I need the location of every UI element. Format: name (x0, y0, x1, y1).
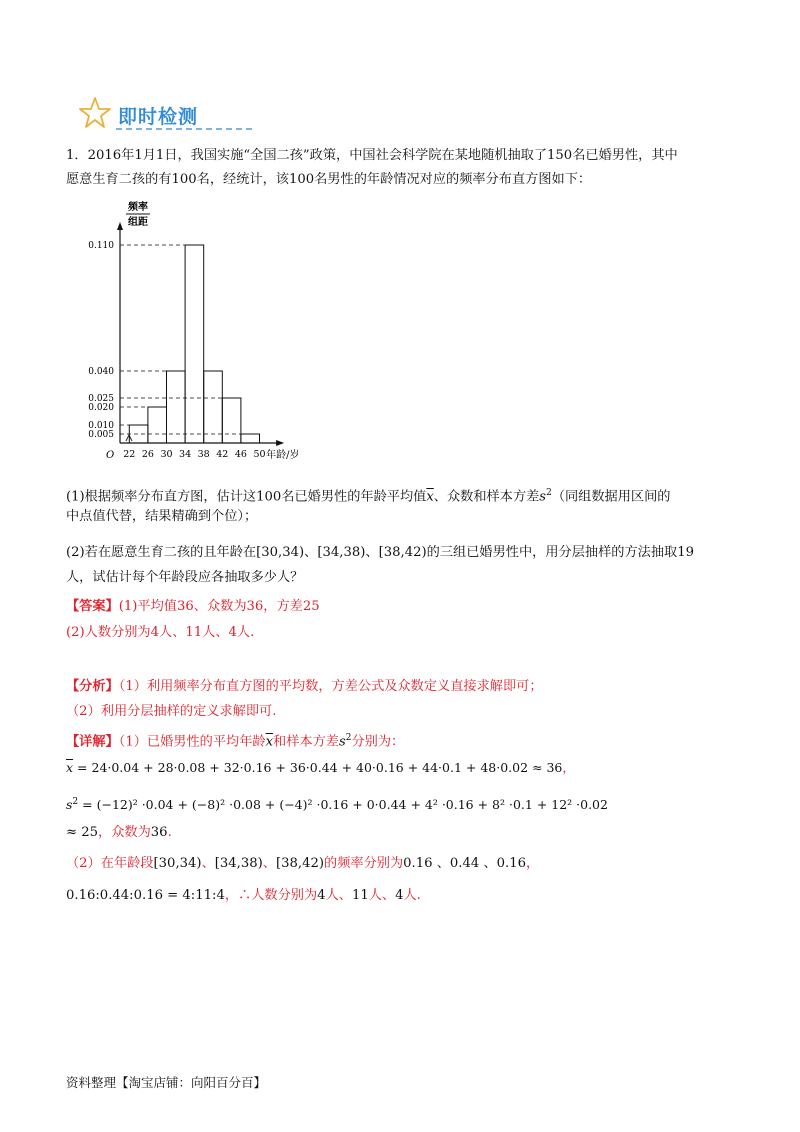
detail-l3-h: 人. (403, 888, 421, 903)
answer-line-2: (2)人数分别为4人、11人、4人. (66, 625, 255, 640)
origin-label: O (106, 450, 115, 461)
footer-note: 资料整理【淘宝店铺：向阳百分百】 (66, 1075, 267, 1090)
sub1-text-b: 、众数和样本方差 (433, 489, 540, 505)
detail-line-3 (66, 885, 421, 907)
d-interval-1: [30,34) (153, 856, 202, 871)
detail-l3-g: 4 (395, 888, 404, 903)
star-icon (78, 96, 112, 130)
eq-var-body: = (−12)² ·0.04 + (−8)² ·0.08 + (−4)² ·0.16 + 0·0.44 + 4² ·0.16 + 8² ·0.1 + 12² ·0.02 (82, 797, 608, 813)
x-tick-label: 38 (197, 449, 210, 460)
sep: 、 (262, 856, 276, 871)
analysis-text-1: （1）利用频率分布直方图的平均数，方差公式及众数定义直接求解即可； (118, 679, 543, 694)
detail-ratio: 0.16:0.44:0.16 = 4:11:4 (66, 888, 225, 903)
y-label-top: 频率 (128, 202, 148, 213)
x-tick-label: 22 (123, 449, 136, 460)
detail-text-c: 分别为： (351, 734, 405, 750)
y-tick-label: 0.110 (88, 241, 114, 251)
histogram-bar (204, 371, 223, 443)
sub1-line-2: 中点值代替，结果精确到个位）； (66, 509, 258, 524)
y-axis-arrow (117, 222, 123, 230)
y-tick-label: 0.010 (88, 421, 114, 431)
analysis-line-2: （2）利用分层抽样的定义求解即可. (66, 704, 277, 719)
sub2-text-b: 的三组已婚男性中，用分层抽样的方法抽取19 (426, 545, 694, 560)
question-line-1: 1．2016年1月1日，我国实施“全国二孩”政策，中国社会科学院在某地随机抽取了150名已婚男性，其中 (66, 148, 678, 163)
detail-text-a: （1）已婚男性的平均年龄 (118, 734, 266, 750)
sub1-text-c: （同组数据用区间的 (551, 489, 671, 505)
interval-3: [38,42) (378, 545, 427, 560)
histogram-bar (222, 398, 241, 443)
sep: 、 (365, 545, 379, 560)
detail-l3-f: 人、 (368, 888, 396, 903)
detail-l3-b: ，∴人数分别为 (224, 888, 318, 903)
histogram-bar (167, 371, 186, 443)
s-symbol: s (539, 489, 547, 505)
eq-mean-end: ， (562, 760, 575, 775)
answer-label: 【答案】 (66, 599, 119, 614)
detail-freqs: 0.16 、0.44 、0.16 (403, 856, 527, 871)
histogram-chart (80, 198, 380, 470)
header-title: 即时检测 (118, 106, 199, 128)
eq-s: s (66, 797, 73, 813)
eq-mean-body: = 24·0.04 + 28·0.08 + 32·0.16 + 36·0.44 + 40·0.16 + 44·0.1 + 48·0.02 ≈ 36 (77, 760, 563, 775)
y-tick-label: 0.005 (88, 430, 114, 440)
interval-2: [34,38) (317, 545, 366, 560)
x-tick-label: 46 (234, 449, 247, 460)
y-tick-label: 0.020 (88, 403, 114, 413)
x-axis-arrow (276, 440, 284, 446)
histogram-bar (185, 245, 204, 443)
detail-l3-c: 4 (317, 888, 326, 903)
question-line-2: 愿意生育二孩的有100名，经统计，该100名男性的年龄情况对应的频率分布直方图如下： (66, 172, 592, 187)
x-tick-label: 42 (216, 449, 229, 460)
eq-s-sup: 2 (72, 797, 79, 807)
y-tick-label: 0.040 (88, 367, 114, 377)
detail-s: s (338, 734, 346, 750)
detail-label: 【详解】 (66, 734, 119, 750)
x-tick-label: 50 (253, 449, 266, 460)
detail-s-sup: 2 (345, 733, 352, 743)
eq-var-2 (66, 822, 172, 844)
answer-line-1 (66, 596, 320, 618)
detail-line-2 (66, 853, 539, 875)
histogram-bar (148, 407, 167, 443)
header-underline (116, 128, 252, 130)
analysis-line-1 (66, 676, 543, 698)
detail-l3-d: 人、 (325, 888, 352, 903)
sub2-text-a: (2)若在愿意生育二孩的且年龄在 (66, 545, 257, 560)
sub1-text-a: (1)根据频率分布直方图，估计这100名已婚男性的年龄平均值 (66, 489, 427, 505)
sub2-line-1 (66, 542, 694, 564)
detail-l2-c: ， (526, 856, 540, 871)
d-interval-3: [38,42) (275, 856, 325, 871)
y-tick-label: 0.025 (88, 394, 114, 404)
interval-1: [30,34) (256, 545, 305, 560)
eq-var2-c: 36 (150, 825, 168, 840)
detail-l2-a: （2）在年龄段 (66, 856, 154, 871)
detail-xbar: $\overline{x}$ (265, 734, 274, 750)
answer-text-1: (1)平均值36、众数为36，方差25 (118, 599, 320, 614)
analysis-label: 【分析】 (66, 679, 119, 694)
d-interval-2: [34,38) (214, 856, 263, 871)
detail-line-1 (66, 727, 404, 753)
sep: 、 (304, 545, 318, 560)
sub1-line-1 (66, 482, 671, 508)
detail-l3-e: 11 (351, 888, 369, 903)
eq-xbar: $\overline{x}$ (66, 760, 74, 775)
xbar-symbol: $\overline{x}$ (426, 489, 434, 505)
x-tick-label: 26 (141, 449, 154, 460)
s-sup: 2 (546, 488, 552, 498)
x-tick-label: 30 (160, 449, 173, 460)
sub2-line-2: 人，试估计每个年龄段应各抽取多少人？ (66, 570, 304, 585)
histogram-bar (241, 434, 260, 443)
eq-var2-d: . (167, 825, 172, 840)
detail-l2-b: 的频率分别为 (324, 856, 404, 871)
eq-var2-a: ≈ 25 (66, 825, 99, 840)
x-tick-label: 34 (179, 449, 192, 460)
eq-mean (66, 757, 575, 779)
y-label-bottom: 组距 (128, 217, 148, 228)
detail-text-b: 和样本方差 (273, 734, 339, 750)
x-axis-label: 年龄/岁 (266, 450, 300, 461)
eq-var (66, 791, 608, 816)
section-header (78, 96, 258, 136)
eq-var2-b: ，众数为 (98, 825, 151, 840)
sep: 、 (201, 856, 215, 871)
